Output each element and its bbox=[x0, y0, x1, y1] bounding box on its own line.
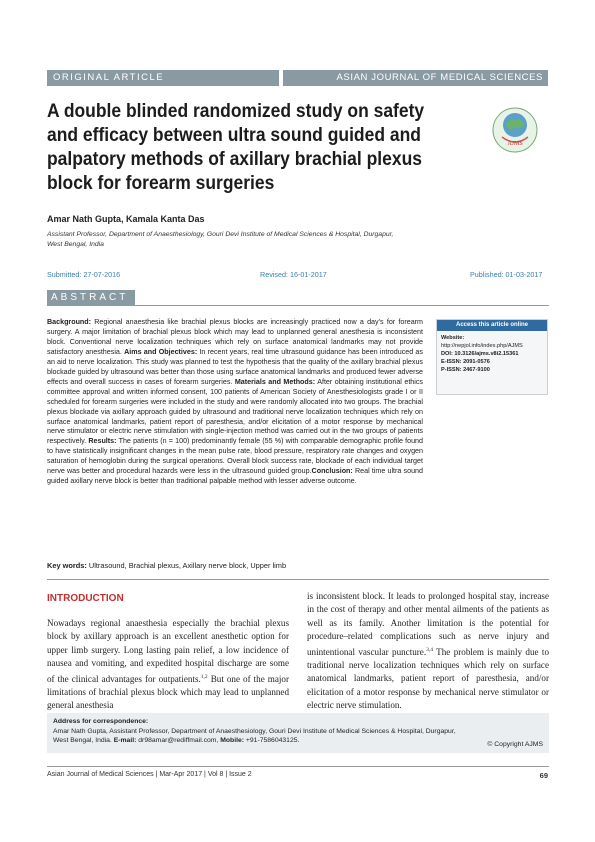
authors: Amar Nath Gupta, Kamala Kanta Das bbox=[47, 214, 205, 224]
citation-ref: 3,4 bbox=[426, 646, 433, 653]
section-label: ORIGINAL ARTICLE bbox=[47, 70, 279, 86]
methods-text: After obtaining institutional ethics committee approval and written informed consent, 100 patients of American Society of Anesthesiologists grade I or II scheduled for forearm surgeries were included in the study and were randomly allocated into two groups. The brachial plexus blockade via axillary approach guided by ultrasound and traditional nerve localization techniques which rely on surface anatomical landmarks, patient report of paresthesia, and/or elicitation of a motor response by mechanical nerve stimulator or electric nerve stimulation with single-injection method was carried out in the two groups of patients respectively. bbox=[47, 377, 423, 446]
affiliation bbox=[47, 230, 547, 250]
intro-text: Nowadays regional anaesthesia especially the brachial plexus block by axillary approach is an excellent anesthetic option for upper limb surgery. Long lasting pain relief, a low incidence of nausea and vomiting, and expedited hospital discharge are some of the clinical advantages for outpatients. bbox=[47, 618, 289, 684]
conclusion-label: Conclusion: bbox=[311, 467, 353, 476]
aims-label: Aims and Objectives: bbox=[124, 347, 198, 356]
published-date: Published: 01-03-2017 bbox=[470, 270, 543, 279]
correspondence-line: West Bengal, India. E-mail: dr98amar@rediffmail.com, Mobile: +91-7586043125. bbox=[53, 737, 300, 745]
intro-right-column bbox=[307, 590, 549, 713]
logo-text: AJMS bbox=[507, 141, 523, 147]
intro-text: The problem is mainly due to traditional nerve localization techniques which rely on surface anatomical landmarks, patient report of paresthesia, and/or elicitation of a motor response by mechanical nerve stimulator or electric nerve stimulation. bbox=[307, 646, 549, 711]
title-line: A double blinded randomized study on safety bbox=[47, 101, 425, 122]
intro-left-column bbox=[47, 617, 289, 713]
website-link[interactable]: http://nepjol.info/index.php/AJMS bbox=[441, 343, 523, 349]
email[interactable]: dr98amar@rediffmail.com, bbox=[136, 737, 221, 745]
title-line: palpatory methods of axillary brachial plexus bbox=[47, 149, 422, 170]
doi[interactable]: DOI: 10.3126/ajms.v8i2.15361 bbox=[441, 351, 519, 357]
introduction-heading: INTRODUCTION bbox=[47, 593, 124, 604]
submitted-date: Submitted: 27-07-2016 bbox=[47, 270, 121, 279]
mobile: +91-7586043125. bbox=[244, 737, 300, 745]
conclusion-text: Real time ultra sound guided axillary nerve block is better than traditional palpable method with lesser adverse outcome. bbox=[47, 467, 423, 486]
affiliation-line: Assistant Professor, Department of Anaesthesiology, Gouri Devi Institute of Medical Sciences & Hospital, Durgapur, bbox=[47, 231, 394, 238]
title-line: and efficacy between ultra sound guided and bbox=[47, 125, 421, 146]
mobile-label: Mobile: bbox=[220, 737, 245, 745]
pissn: P-ISSN: 2467-9100 bbox=[441, 367, 490, 373]
correspondence-line: Amar Nath Gupta, Assistant Professor, Department of Anaesthesiology, Gouri Devi Institute of Medical Sciences & Hospital, Durgapur, bbox=[53, 727, 456, 735]
title-line: block for forearm surgeries bbox=[47, 173, 275, 194]
results-label: Results: bbox=[88, 437, 117, 446]
article-title bbox=[47, 100, 433, 196]
email-label: E-mail: bbox=[113, 737, 137, 745]
eissn: E-ISSN: 2091-0576 bbox=[441, 359, 490, 365]
background-label: Background: bbox=[47, 318, 92, 326]
results-text: The patients (n = 100) predominantly female (55 %) with comparable demographic profile found to have statistically insignificant changes in the mean pulse rate, blood pressure, respiratory rate changes and oxygen saturation of hemoglobin during the surgical operations. Overall block success rate, blockade of each individual target nerve was better and procedural hazards were less in the ultrasound guided group. bbox=[47, 437, 423, 476]
correspondence-title: Address for correspondence: bbox=[53, 718, 149, 725]
footer-divider bbox=[47, 766, 549, 767]
intro-text: But one of the major limitations of brachial plexus block which may lead to unplanned general anesthesia bbox=[47, 673, 289, 711]
journal-label: ASIAN JOURNAL OF MEDICAL SCIENCES bbox=[283, 70, 548, 86]
abstract-text bbox=[47, 318, 423, 487]
keywords-text: Ultrasound, Brachial plexus, Axillary nerve block, Upper limb bbox=[86, 561, 287, 570]
affiliation-line: West Bengal, India bbox=[47, 241, 104, 248]
aims-text: In recent years, real time ultrasound guidance has been introduced as an aid to nerve localization. This study was planned to test the hypothesis that the quality of the axillary brachial plexus blockade guided by ultrasound was better than those using surface anatomical landmarks and produced fewer adverse effects and overall success in cases of forearm surgeries. bbox=[47, 347, 423, 386]
online-box-header: Access this article online bbox=[437, 320, 547, 331]
background-text: Regional anaesthesia like brachial plexus blocks are increasingly practiced now a day’s for forearm surgery. A major limitation of brachial plexus block which may lead to unplanned general anesthesia is inconsistent block. Conventional nerve localization techniques which rely on surface anatomical landmarks may not provide satisfactory anesthesia. bbox=[47, 318, 423, 356]
abstract-heading: ABSTRACT bbox=[47, 290, 135, 306]
methods-label: Materials and Methods: bbox=[234, 377, 316, 386]
keywords bbox=[47, 561, 286, 570]
online-access-box bbox=[436, 319, 548, 395]
citation-ref: 1,2 bbox=[200, 673, 208, 680]
section-divider bbox=[47, 579, 549, 580]
abstract-divider bbox=[135, 305, 549, 306]
keywords-label: Key words: bbox=[47, 561, 87, 570]
correspondence-box bbox=[47, 713, 549, 753]
website-label: Website: bbox=[441, 335, 465, 341]
revised-date: Revised: 16-01-2017 bbox=[260, 270, 327, 279]
intro-text: is inconsistent block. It leads to prolonged hospital stay, increase in the cost of therapy and other mental ailments of the patients as well as its family. Another limitation is the potential for procedure–related complications such as nerve injury and unintentional vascular puncture. bbox=[307, 591, 549, 657]
footer-citation: Asian Journal of Medical Sciences | Mar-Apr 2017 | Vol 8 | Issue 2 bbox=[47, 771, 252, 778]
page-number: 69 bbox=[539, 771, 548, 780]
journal-logo-icon bbox=[492, 107, 538, 153]
copyright: © Copyright AJMS bbox=[487, 741, 543, 749]
